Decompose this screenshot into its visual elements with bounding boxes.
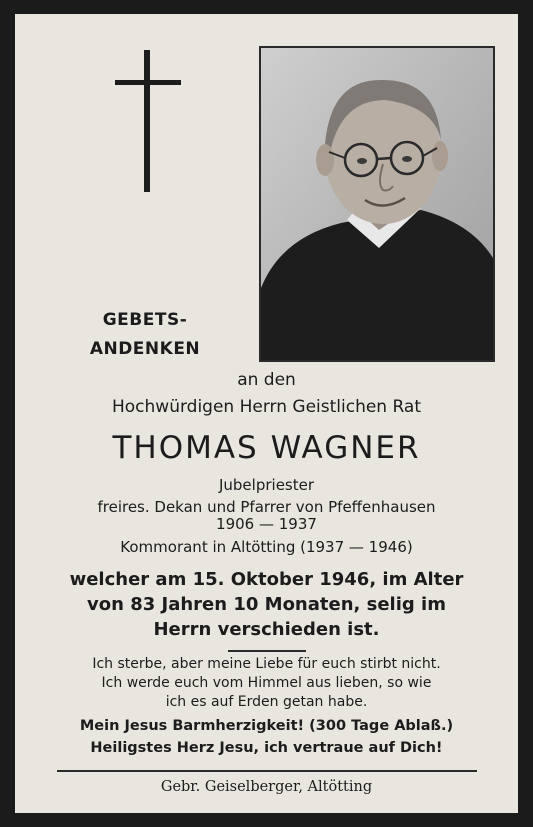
- prayer-line-5: Heiligstes Herz Jesu, ich vertraue auf Dich!: [90, 740, 443, 756]
- printer-credit: Gebr. Geiselberger, Altötting: [160, 779, 373, 795]
- office-line: freires. Dekan und Pfarrer von Pfeffenhausen: [97, 498, 436, 516]
- death-line-1: welcher am 15. Oktober 1946, im Alter: [69, 569, 464, 590]
- portrait-photo: [259, 46, 495, 362]
- cross-icon: [115, 50, 181, 192]
- death-line-2: von 83 Jahren 10 Monaten, selig im: [87, 594, 446, 615]
- death-line-3: Herrn verschieden ist.: [153, 619, 380, 640]
- deceased-name: THOMAS WAGNER: [112, 430, 421, 466]
- prayer-line-2: Ich werde euch vom Himmel aus lieben, so wie: [101, 675, 432, 691]
- heading-line-2: ANDENKEN: [89, 339, 201, 359]
- prayer-line-4: Mein Jesus Barmherzigkeit! (300 Tage Ablaß.): [79, 718, 454, 734]
- prayer-card: [15, 14, 518, 813]
- prayer-line-1: Ich sterbe, aber meine Liebe für euch stirbt nicht.: [92, 656, 441, 672]
- office-years: 1906 — 1937: [216, 515, 317, 533]
- intro-an-den: an den: [237, 370, 296, 390]
- divider: [228, 650, 306, 652]
- role: Jubelpriester: [218, 476, 315, 494]
- heading-line-1: GEBETS-: [102, 310, 188, 330]
- prayer-line-3: ich es auf Erden getan habe.: [165, 694, 368, 710]
- divider: [57, 770, 477, 772]
- intro-title: Hochwürdigen Herrn Geistlichen Rat: [111, 397, 422, 417]
- kommorant-line: Kommorant in Altötting (1937 — 1946): [120, 538, 413, 556]
